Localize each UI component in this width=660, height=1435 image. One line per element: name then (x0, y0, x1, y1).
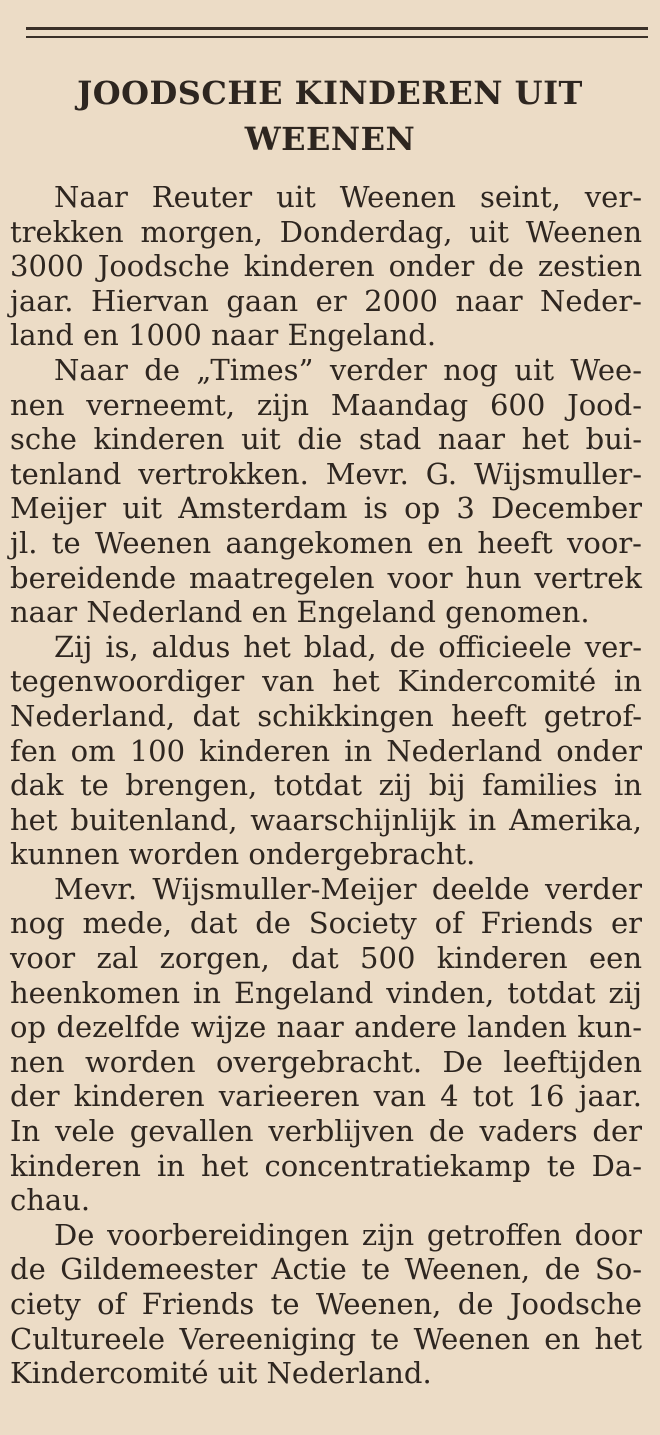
headline-line-1: JOODSCHE KINDEREN UIT (77, 74, 583, 112)
article-line: nen worden overgebracht. De leeftijden (10, 1044, 642, 1079)
article-line: land en 1000 naar Engeland. (10, 318, 437, 353)
headline (40, 70, 620, 162)
article-line: Kindercomité uit Nederland. (10, 1356, 432, 1391)
article-line: Naar de „Times” verder nog uit Wee- (54, 352, 642, 387)
article-body (10, 180, 642, 1391)
top-rule (26, 27, 648, 30)
article-line: Zij is, aldus het blad, de officieele ver- (54, 629, 642, 664)
article-line: Naar Reuter uit Weenen seint, ver- (54, 180, 642, 214)
article-line: Mevr. Wijsmuller-Meijer deelde verder (54, 871, 642, 906)
article-line: Cultureele Vereeniging te Weenen en het (10, 1321, 642, 1356)
article-line: sche kinderen uit die stad naar het bui- (10, 422, 642, 457)
article-line: chau. (10, 1183, 91, 1218)
article-line: naar Nederland en Engeland genomen. (10, 595, 590, 630)
article-line: tegenwoordiger van het Kindercomité in (10, 664, 642, 699)
article-line: op dezelfde wijze naar andere landen kun- (10, 1010, 642, 1045)
article-line: nen verneemt, zijn Maandag 600 Jood- (10, 387, 642, 422)
article-line: 3000 Joodsche kinderen onder de zestien (10, 249, 642, 284)
article-line: Nederland, dat schikkingen heeft getrof- (10, 698, 642, 733)
article-line: het buitenland, waarschijnlijk in Amerika, (10, 802, 642, 837)
article-line: jl. te Weenen aangekomen en heeft voor- (10, 525, 642, 560)
article-line: nog mede, dat de Society of Friends er (10, 906, 642, 941)
article-line: Meijer uit Amsterdam is op 3 December (10, 491, 642, 526)
article-line: trekken morgen, Donderdag, uit Weenen (10, 214, 642, 249)
headline-line-2: WEENEN (244, 120, 416, 158)
article-line: heenkomen in Engeland vinden, totdat zij (10, 975, 642, 1010)
article-line: de Gildemeester Actie te Weenen, de So- (10, 1252, 642, 1287)
article-line: kunnen worden ondergebracht. (10, 837, 476, 872)
article-line: ciety of Friends te Weenen, de Joodsche (10, 1287, 642, 1321)
article-line: voor zal zorgen, dat 500 kinderen een (10, 941, 642, 976)
article-line: jaar. Hiervan gaan er 2000 naar Neder- (10, 283, 642, 318)
article-line: kinderen in het concentratiekamp te Da- (10, 1148, 642, 1183)
article-line: tenland vertrokken. Mevr. G. Wijsmuller- (10, 456, 642, 491)
article-line: dak te brengen, totdat zij bij families in (10, 768, 642, 803)
article-line: bereidende maatregelen voor hun vertrek (10, 560, 642, 595)
article-line: fen om 100 kinderen in Nederland onder (10, 733, 642, 768)
article-line: der kinderen varieeren van 4 tot 16 jaar. (10, 1079, 642, 1114)
top-rule-secondary (26, 36, 648, 38)
article-line: In vele gevallen verblijven de vaders der (10, 1114, 642, 1149)
article-line: De voorbereidingen zijn getroffen door (54, 1217, 642, 1252)
